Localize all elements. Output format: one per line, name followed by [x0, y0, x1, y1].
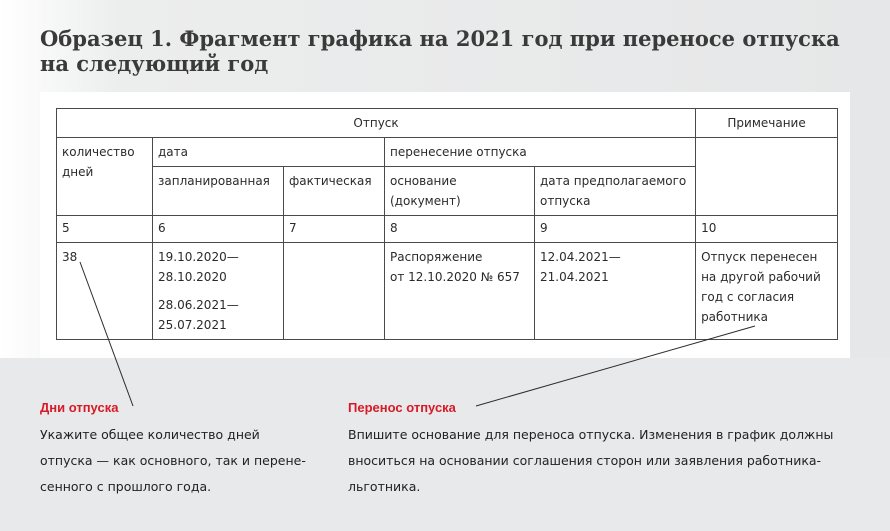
- callout-transfer-line-2: вноситься на основании соглашения сторон или заявления работника-: [348, 453, 822, 468]
- header-basis: основание (документ): [385, 167, 535, 216]
- expected-end: 21.04.2021: [540, 270, 609, 284]
- leader-line-transfer: [476, 326, 755, 406]
- header-planned: запланированная: [153, 167, 284, 216]
- col-number-7: 7: [284, 216, 385, 243]
- header-expected: дата предполагаемого отпуска: [535, 167, 696, 216]
- leader-line-days: [80, 262, 133, 406]
- note-line-1: Отпуск перенесен: [701, 250, 818, 264]
- header-vacation: Отпуск: [57, 109, 696, 138]
- basis-line-2: от 12.10.2020 № 657: [390, 270, 520, 284]
- header-note: Примечание: [696, 109, 838, 138]
- col-number-6: 6: [153, 216, 284, 243]
- note-line-2: на другой рабочий: [701, 270, 821, 284]
- note-line-4: работника: [701, 310, 769, 324]
- basis-line-1: Распоряжение: [390, 250, 483, 264]
- col-number-8: 8: [385, 216, 535, 243]
- col-number-10: 10: [696, 216, 838, 243]
- planned-period-1-start: 19.10.2020—: [158, 250, 239, 264]
- col-number-5: 5: [57, 216, 153, 243]
- planned-period-2-end: 25.07.2021: [158, 318, 227, 332]
- header-days: количество дней: [57, 138, 153, 216]
- note-line-3: год с согласия: [701, 290, 795, 304]
- callout-transfer-line-1: Впишите основание для переноса отпуска. Изменения в график должны: [348, 427, 834, 442]
- title-line-2: на следующий год: [40, 51, 269, 76]
- header-transfer: перенесение отпуска: [385, 138, 696, 167]
- callout-days-title: Дни отпуска: [40, 400, 119, 415]
- planned-period-1-end: 28.10.2020: [158, 270, 227, 284]
- header-date: дата: [153, 138, 385, 167]
- title-line-1: Образец 1. Фрагмент графика на 2021 год при переносе отпуска: [40, 26, 840, 51]
- callout-transfer-title: Перенос отпуска: [348, 400, 456, 415]
- expected-start: 12.04.2021—: [540, 250, 621, 264]
- planned-period-2-start: 28.06.2021—: [158, 298, 239, 312]
- callout-days-line-2: отпуска — как основного, так и перене-: [40, 453, 306, 468]
- cell-days: 38: [57, 243, 153, 340]
- callout-transfer-text: [348, 422, 833, 500]
- callout-days-line-1: Укажите общее количество дней: [40, 427, 260, 442]
- callout-days-line-3: сенного с прошлого года.: [40, 479, 212, 494]
- header-actual: фактическая: [284, 167, 385, 216]
- callout-transfer-line-3: льготника.: [348, 479, 421, 494]
- col-number-9: 9: [535, 216, 696, 243]
- callout-days-text: [40, 422, 306, 500]
